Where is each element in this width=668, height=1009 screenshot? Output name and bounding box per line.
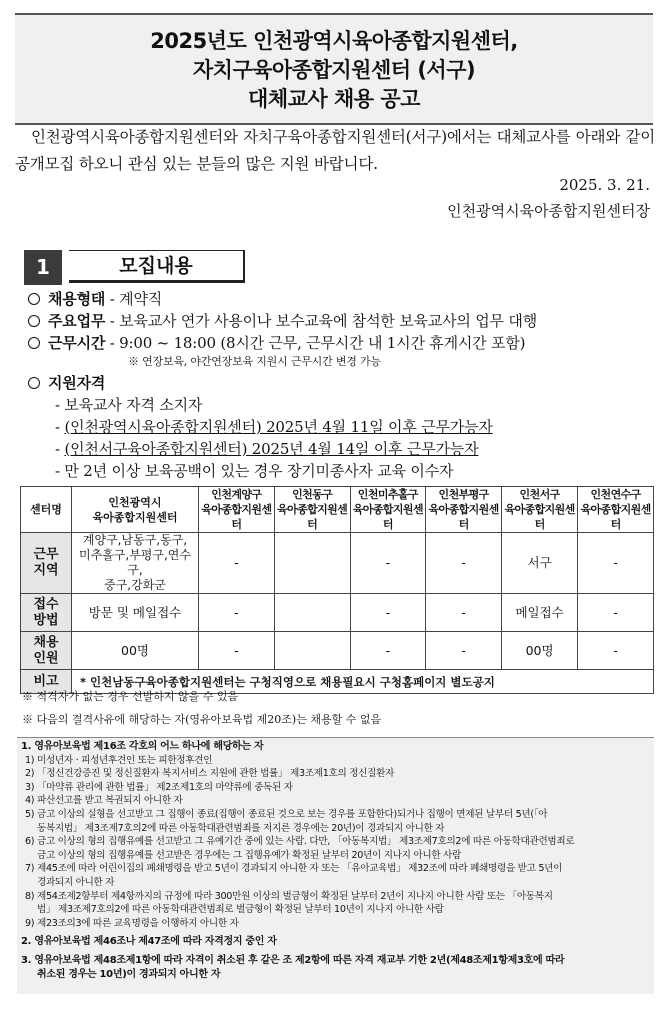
table-cell: - <box>426 533 502 594</box>
table-cell: - <box>578 594 654 632</box>
center-header: 인천서구 육아종합지원센터 <box>502 487 578 533</box>
section-title: 모집내용 <box>69 250 245 283</box>
circle-bullet-icon <box>28 377 40 389</box>
title-box <box>15 13 653 125</box>
employment-value: - 계약직 <box>105 290 163 308</box>
intro-text: 인천광역시육아종합지원센터와 자치구육아종합지원센터(서구)에서는 대체교사를 아래와 같이 공개모집 하오니 관심 있는 분들의 많은 지원 바랍니다. <box>15 128 655 173</box>
footnote-2: ※ 다음의 결격사유에 해당하는 자(영유아보육법 제20조)는 채용할 수 없음 <box>22 713 382 726</box>
note-rest: 는 구청직영으로 채용필요시 구청홈페이지 별도공지 <box>234 674 495 689</box>
circle-bullet-icon <box>28 315 40 327</box>
qual-2: (인천광역시육아종합지원센터) 2025년 4월 11일 이후 근무가능자 <box>64 418 493 436</box>
table-cell: 방문 및 메일접수 <box>72 594 199 632</box>
center-header: 인천연수구 육아종합지원센터 <box>578 487 654 533</box>
table-row <box>21 594 654 632</box>
table-cell <box>274 533 350 594</box>
table-cell: - <box>426 594 502 632</box>
table-cell: 서구 <box>502 533 578 594</box>
title-line-3: 대체교사 채용 공고 <box>248 87 420 111</box>
recruitment-table <box>20 486 654 694</box>
note-strong: * 인천남동구육아종합지원센터 <box>80 674 235 689</box>
table-cell: - <box>199 594 275 632</box>
qual-3: (인천서구육아종합지원센터) 2025년 4월 14일 이후 근무가능자 <box>64 440 479 458</box>
center-header: 인천광역시 육아종합지원센터 <box>72 487 199 533</box>
table-row <box>21 533 654 594</box>
circle-bullet-icon <box>28 337 40 349</box>
table-cell: - <box>199 533 275 594</box>
table-cell: - <box>578 632 654 670</box>
center-header: 인천미추홀구 육아종합지원센터 <box>350 487 426 533</box>
disqual-item: 1) 미성년자 · 피성년후견인 또는 피한정후견인 <box>25 754 213 766</box>
table-header-row <box>21 487 654 533</box>
disqual-item: 9) 제23조의3에 따른 교육명령을 이행하지 아니한 자 <box>25 917 239 929</box>
disqual-item: 3) 「마약류 관리에 관한 법률」 제2조제1호의 마약류에 중독된 자 <box>25 781 293 793</box>
disqual-heading-3-cont: 취소된 경우는 10년)이 경과되지 아니한 자 <box>37 968 221 980</box>
disqual-item: 5) 금고 이상의 실형을 선고받고 그 집행이 종료(집행이 종료된 것으로 보는 경우를 포함한다)되거나 집행이 면제된 날부터 5년(「아 <box>25 808 548 820</box>
table-cell: - <box>350 632 426 670</box>
disqual-item: 7) 제45조에 따라 어린이집의 폐쇄명령을 받고 5년이 경과되지 아니한 자 또는 「유아교육법」 제32조에 따라 폐쇄명령을 받고 5년이 <box>25 863 563 875</box>
duty-label: 주요업무 <box>48 312 106 330</box>
note-label: 비고 <box>21 670 72 694</box>
table-cell: - <box>426 632 502 670</box>
circle-bullet-icon <box>28 293 40 305</box>
disqual-item-cont: 법」 제3조제7호의2에 따른 아동학대관련범죄로 벌금형이 확정된 날부터 10년이 지나지 아니한 사람 <box>37 904 444 916</box>
dash: - <box>55 440 65 458</box>
disqual-item: 8) 제54조제2항부터 제4항까지의 규정에 따라 300만원 이상의 벌금형이 확정된 날부터 2년이 지나지 아니한 사람 또는 「아동복지 <box>25 890 553 902</box>
table-cell <box>274 594 350 632</box>
disqualification-box <box>17 737 654 994</box>
center-header: 인천계양구 육아종합지원센터 <box>199 487 275 533</box>
footnote-1: ※ 적격자가 없는 경우 선발하지 않을 수 있음 <box>22 690 239 703</box>
qual-4: - 만 2년 이상 보육공백이 있는 경우 장기미종사자 교육 이수자 <box>55 462 454 480</box>
center-header: 인천동구 육아종합지원센터 <box>274 487 350 533</box>
title-line-1: 2025년도 인천광역시육아종합지원센터, <box>150 29 518 53</box>
row-label: 채용 인원 <box>21 632 72 670</box>
hours-note: ※ 연장보육, 야간연장보육 지원시 근무시간 변경 가능 <box>128 355 381 368</box>
item-employment-type <box>28 288 162 310</box>
table-cell: 00명 <box>72 632 199 670</box>
header-label: 센터명 <box>21 487 72 533</box>
disqual-heading-2: 2. 영유아보육법 제46조나 제47조에 따라 자격정지 중인 자 <box>21 936 277 948</box>
table-cell: - <box>350 594 426 632</box>
qual-1: - 보육교사 자격 소지자 <box>55 396 203 414</box>
table-cell: - <box>199 632 275 670</box>
issuer: 인천광역시육아종합지원센터장 <box>447 202 650 220</box>
intro-paragraph <box>15 124 655 178</box>
qual-2-row <box>55 416 493 438</box>
duty-value: - 보육교사 연가 사용이나 보수교육에 참석한 보육교사의 업무 대행 <box>105 312 537 330</box>
disqual-item-cont: 금고 이상의 형의 집행유예를 선고받은 경우에는 그 집행유예가 확정된 날부터 20년이 지나지 아니한 사람 <box>37 849 461 861</box>
qual-label: 지원자격 <box>48 374 106 392</box>
hours-value: - 9:00 ~ 18:00 (8시간 근무, 근무시간 내 1시간 휴게시간 포함) <box>105 334 526 352</box>
row-label: 접수 방법 <box>21 594 72 632</box>
table-cell: 메일접수 <box>502 594 578 632</box>
table-row <box>21 632 654 670</box>
disqual-item: 2) 「정신건강증진 및 정신질환자 복지서비스 지원에 관한 법률」 제3조제1호의 정신질환자 <box>25 768 395 780</box>
title-line-2: 자치구육아종합지원센터 (서구) <box>192 58 476 82</box>
item-main-duty <box>28 310 537 332</box>
row-label: 근무 지역 <box>21 533 72 594</box>
table-cell: 계양구,남동구,동구, 미추홀구,부평구,연수구, 중구,강화군 <box>72 533 199 594</box>
disqual-item-cont: 동복지법」 제3조제7호의2에 따른 아동학대관련범죄를 저지른 경우에는 20년)이 경과되지 아니한 자 <box>37 822 445 834</box>
announcement-date: 2025. 3. 21. <box>559 176 650 194</box>
table-cell: - <box>578 533 654 594</box>
item-qualification <box>28 372 105 394</box>
table-cell: 00명 <box>502 632 578 670</box>
center-header: 인천부평구 육아종합지원센터 <box>426 487 502 533</box>
table-cell <box>274 632 350 670</box>
disqual-item: 4) 파산선고를 받고 복권되지 아니한 자 <box>25 795 183 807</box>
employment-label: 채용형태 <box>48 290 106 308</box>
disqual-heading-1: 1. 영유아보육법 제16조 각호의 어느 하나에 해당하는 자 <box>21 741 264 752</box>
section-number: 1 <box>24 250 62 285</box>
hours-label: 근무시간 <box>48 334 106 352</box>
qual-3-row <box>55 438 478 460</box>
table-cell: - <box>350 533 426 594</box>
disqual-item-cont: 경과되지 아니한 자 <box>37 876 115 888</box>
disqual-heading-3: 3. 영유아보육법 제48조제1항에 따라 자격이 취소된 후 같은 조 제2항에 따른 자격 재교부 기한 2년(제48조제1항제3호에 따라 <box>21 954 565 966</box>
dash: - <box>55 418 65 436</box>
disqual-item: 6) 금고 이상의 형의 집행유예를 선고받고 그 유예기간 중에 있는 사람. 다만, 「아동복지법」 제3조제7호의2에 따른 아동학대관련범죄로 <box>25 836 575 848</box>
